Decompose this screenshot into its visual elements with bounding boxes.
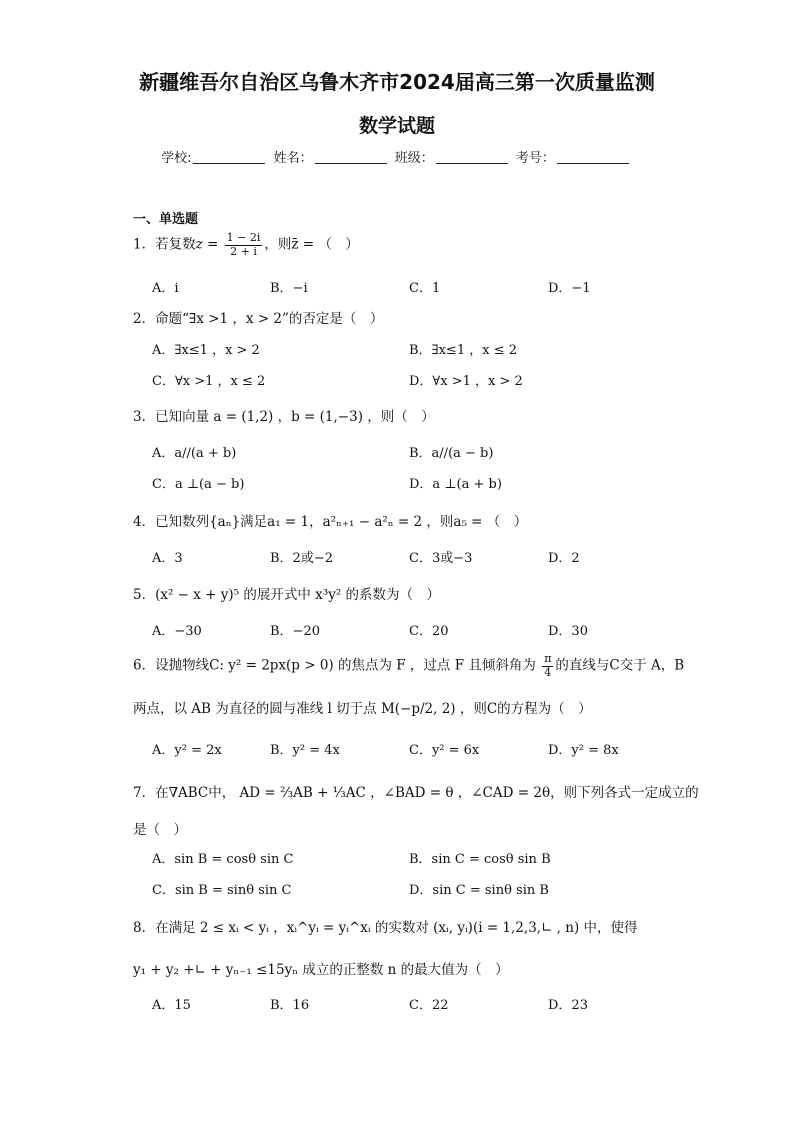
q5-option-a[interactable]: A．−30 — [152, 624, 202, 639]
q6-option-c[interactable]: C．y² = 6x — [409, 743, 480, 758]
question-1-var: z = — [195, 236, 219, 253]
fraction-denominator: 4 — [544, 665, 552, 679]
q8-option-d[interactable]: D．23 — [548, 998, 588, 1013]
q7-option-a[interactable]: A．sin B = cosθ sin C — [152, 852, 294, 867]
q5-option-c[interactable]: C．20 — [409, 624, 449, 639]
exam-title: 新疆维吾尔自治区乌鲁木齐市2024届高三第一次质量监测 — [139, 70, 655, 94]
q4-option-d[interactable]: D．2 — [548, 551, 580, 566]
question-7-line-2: 是（ ） — [133, 822, 187, 838]
school-blank[interactable] — [193, 151, 265, 164]
school-label: 学校: — [161, 151, 192, 166]
q7-option-d[interactable]: D．sin C = sinθ sin B — [409, 883, 549, 898]
fraction-numerator: 1 − 2i — [226, 231, 261, 244]
exam-number-blank[interactable] — [557, 151, 629, 164]
question-6-line-2: 两点，以 AB 为直径的圆与准线 l 切于点 M(−p/2, 2) ，则C的方程为（ ） — [133, 701, 592, 717]
class-blank[interactable] — [436, 151, 508, 164]
question-5: 5．(x² − x + y)⁵ 的展开式中 x³y² 的系数为（ ） — [133, 587, 441, 603]
q3-option-c[interactable]: C．a ⊥(a − b) — [152, 477, 245, 492]
q8-option-a[interactable]: A．15 — [152, 998, 191, 1013]
student-info-line — [0, 147, 794, 166]
q4-option-c[interactable]: C．3或−3 — [409, 551, 473, 566]
q3-option-b[interactable]: B．a//(a − b) — [409, 446, 494, 461]
q1-option-d[interactable]: D．−1 — [548, 281, 591, 296]
question-2: 2．命题“∃x >1 ，x > 2”的否定是（ ） — [133, 311, 384, 327]
question-6-text: 6．设抛物线C: y² = 2px(p > 0) 的焦点为 F ，过点 F 且倾斜角为 — [133, 657, 536, 674]
question-6-text-2: 的直线与C交于 A，B — [555, 657, 685, 674]
question-4: 4．已知数列{aₙ}满足a₁ = 1，a²ₙ₊₁ − a²ₙ = 2 ，则a₅ = （ ） — [133, 514, 528, 530]
question-1-text-3: z̄ = （ ） — [291, 236, 359, 253]
fraction-numerator: π — [544, 652, 552, 665]
question-1-fraction — [225, 232, 263, 258]
q7-option-c[interactable]: C．sin B = sinθ sin C — [152, 883, 292, 898]
q1-option-a[interactable]: A．i — [152, 281, 179, 296]
question-1-text: 1．若复数 — [133, 236, 196, 253]
name-blank[interactable] — [315, 151, 387, 164]
q8-option-b[interactable]: B．16 — [270, 998, 310, 1013]
question-7-line-1: 7．在∇ABC中， AD = ⅔AB + ⅓AC ，∠BAD = θ ，∠CAD = 2θ，则下列各式一定成立的 — [133, 785, 699, 801]
question-6-line-1 — [133, 653, 684, 679]
question-8-line-2: y₁ + y₂ +∟ + yₙ₋₁ ≤15yₙ 成立的正整数 n 的最大值为（ ） — [133, 962, 509, 978]
q3-option-a[interactable]: A．a//(a + b) — [152, 446, 237, 461]
q7-option-b[interactable]: B．sin C = cosθ sin B — [409, 852, 551, 867]
section-heading: 一、单选题 — [133, 212, 199, 227]
q6-option-d[interactable]: D．y² = 8x — [548, 743, 619, 758]
question-6-fraction — [542, 653, 553, 679]
q3-option-d[interactable]: D．a ⊥(a + b) — [409, 477, 502, 492]
fraction-denominator: 2 + i — [230, 244, 257, 258]
q6-option-a[interactable]: A．y² = 2x — [152, 743, 222, 758]
q2-option-a[interactable]: A．∃x≤1 ，x > 2 — [152, 343, 260, 358]
q2-option-d[interactable]: D．∀x >1 ，x > 2 — [409, 374, 523, 389]
question-1 — [133, 232, 359, 258]
q5-option-d[interactable]: D．30 — [548, 624, 588, 639]
class-label: 班级： — [394, 151, 434, 166]
q2-option-b[interactable]: B．∃x≤1 ，x ≤ 2 — [409, 343, 517, 358]
name-label: 姓名： — [273, 151, 313, 166]
q1-option-c[interactable]: C．1 — [409, 281, 441, 296]
q6-option-b[interactable]: B．y² = 4x — [270, 743, 340, 758]
question-8-line-1: 8．在满足 2 ≤ xᵢ < yᵢ ，xᵢ^yᵢ = yᵢ^xᵢ 的实数对 (xᵢ, yᵢ)(i = 1,2,3,∟ , n) 中，使得 — [133, 920, 638, 936]
q2-option-c[interactable]: C．∀x >1 ，x ≤ 2 — [152, 374, 266, 389]
question-3: 3．已知向量 a = (1,2) ，b = (1,−3) ，则（ ） — [133, 409, 435, 425]
question-1-text-2: ，则 — [264, 236, 292, 253]
q8-option-c[interactable]: C．22 — [409, 998, 449, 1013]
q5-option-b[interactable]: B．−20 — [270, 624, 320, 639]
q4-option-b[interactable]: B．2或−2 — [270, 551, 333, 566]
q1-option-b[interactable]: B．−i — [270, 281, 308, 296]
q4-option-a[interactable]: A．3 — [152, 551, 183, 566]
exam-subtitle: 数学试题 — [358, 115, 435, 137]
exam-number-label: 考号： — [515, 151, 555, 166]
